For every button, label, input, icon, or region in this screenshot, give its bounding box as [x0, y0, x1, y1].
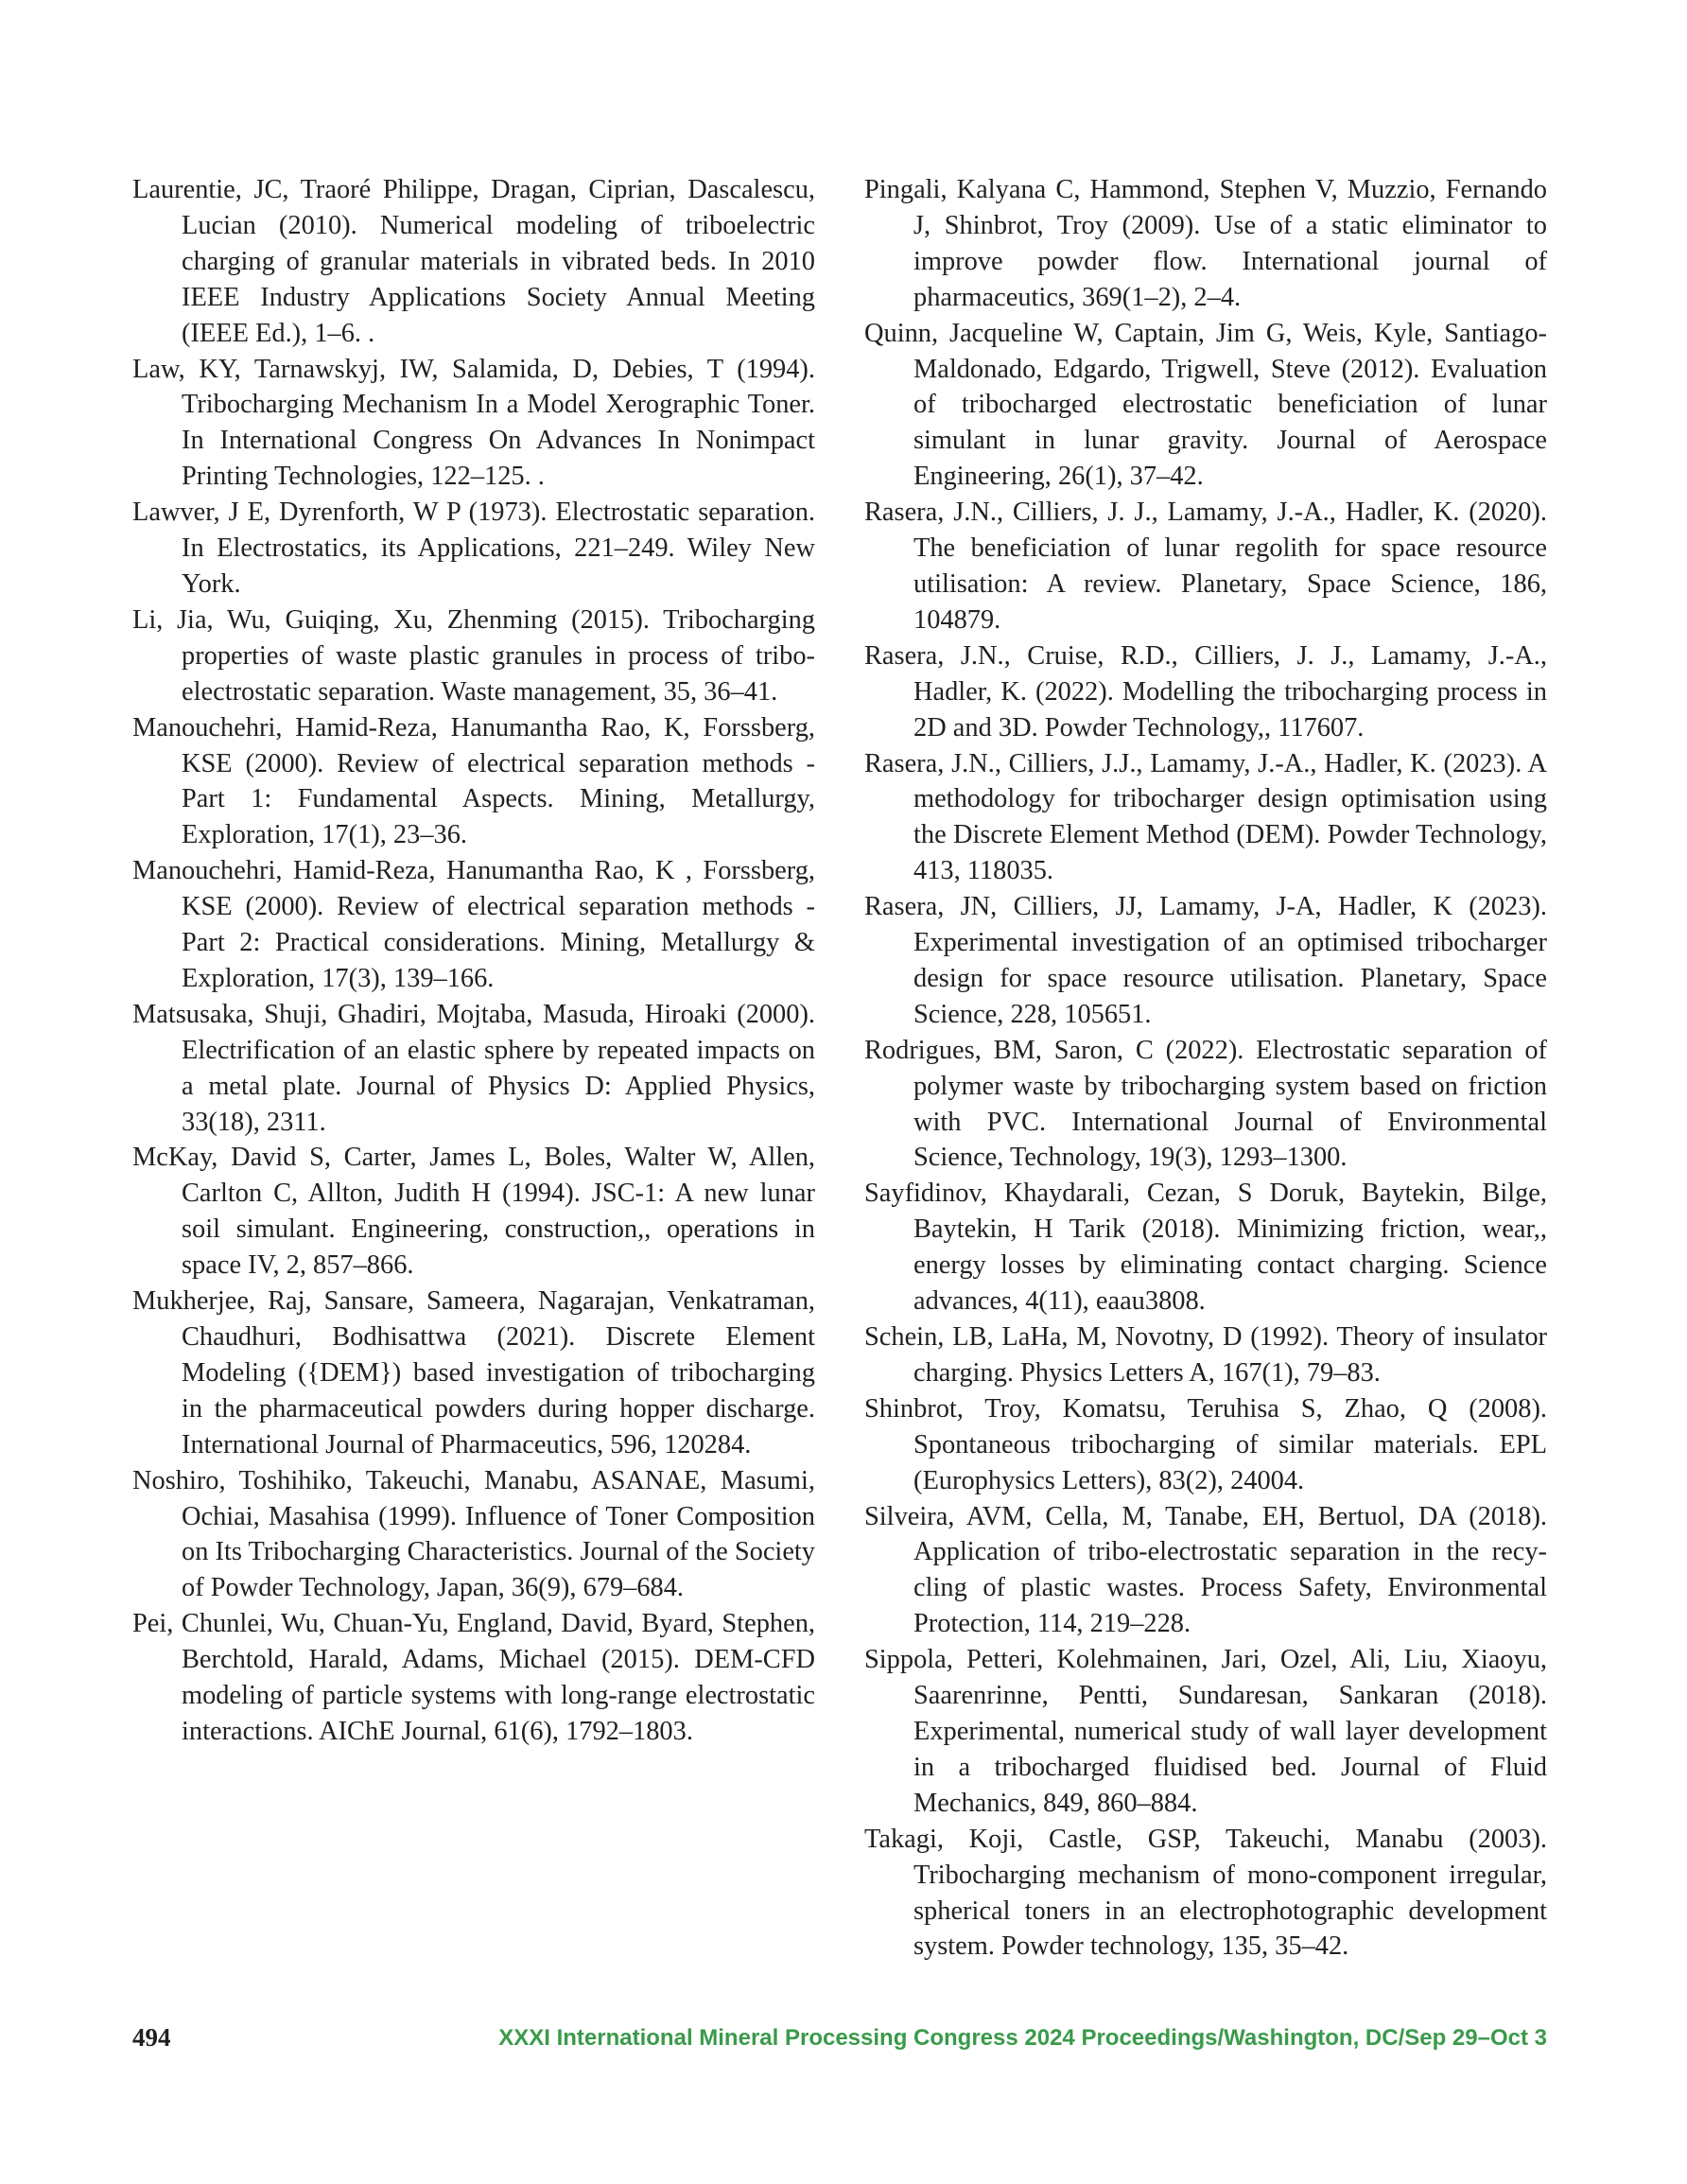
reference-entry: Rasera, JN, Cilliers, JJ, Lamamy, J-A, Hadler, K (2023). Experimental investigation of an optimised tribocharger design for space resource utilisation. Planetary, Space Science, 228, 105651.: [864, 892, 1547, 1029]
reference-entry: Quinn, Jacqueline W, Captain, Jim G, Weis, Kyle, Santiago-Maldonado, Edgardo, Trigwell, Steve (2012). Evaluation of tribocharged electrostatic beneficiation of lunar simulant in lunar gravity. Journal of Aerospace Engineering, 26(1), 37–42.: [864, 318, 1547, 492]
reference-entry: Laurentie, JC, Traoré Philippe, Dragan, Ciprian, Dascalescu, Lucian (2010). Numerical modeling of triboelectric charging of granular materials in vibrated beds. In 2010 IEEE Industry Applications Society Annual Meeting (IEEE Ed.), 1–6. .: [132, 175, 815, 348]
reference-entry: Matsusaka, Shuji, Ghadiri, Mojtaba, Masuda, Hiroaki (2000). Electrification of an elastic sphere by repeated impacts on a metal plate. Journal of Physics D: Applied Physics, 33(18), 2311.: [132, 999, 815, 1137]
references-left-column: [132, 172, 815, 1750]
reference-entry: Takagi, Koji, Castle, GSP, Takeuchi, Manabu (2003). Tribocharging mechanism of mono-component irregular, spherical toners in an electrophotographic development system. Powder technology, 135, 35–42.: [864, 1824, 1547, 1962]
reference-entry: Rasera, J.N., Cilliers, J.J., Lamamy, J.-A., Hadler, K. (2023). A methodology for tribocharger design optimisation using the Discrete Element Method (DEM). Powder Technology, 413, 118035.: [864, 748, 1547, 886]
reference-entry: Manouchehri, Hamid-Reza, Hanumantha Rao, K, Forssberg, KSE (2000). Review of electrical separation methods - Part 1: Fundamental Aspects. Mining, Metallurgy, Exploration, 17(1), 23–36.: [132, 712, 815, 850]
references-right-column: [864, 172, 1547, 1965]
reference-entry: Pingali, Kalyana C, Hammond, Stephen V, Muzzio, Fernando J, Shinbrot, Troy (2009). Use of a static eliminator to improve powder flow. International journal of pharmaceutics, 369(1–2), 2–4.: [864, 175, 1547, 312]
reference-entry: McKay, David S, Carter, James L, Boles, Walter W, Allen, Carlton C, Allton, Judith H (1994). JSC-1: A new lunar soil simulant. Engineering, construction,, operations in space IV, 2, 857–866.: [132, 1143, 815, 1281]
reference-entry: Rasera, J.N., Cilliers, J. J., Lamamy, J.-A., Hadler, K. (2020). The beneficiation of lunar regolith for space resource utilisation: A review. Planetary, Space Science, 186, 104879.: [864, 498, 1547, 635]
reference-entry: Lawver, J E, Dyrenforth, W P (1973). Electrostatic separation. In Electrostatics, its Applications, 221–249. Wiley New York.: [132, 498, 815, 599]
reference-entry: Rasera, J.N., Cruise, R.D., Cilliers, J. J., Lamamy, J.-A., Hadler, K. (2022). Modelling the tribocharging process in 2D and 3D. Powder Technology,, 117607.: [864, 640, 1547, 743]
reference-entry: Silveira, AVM, Cella, M, Tanabe, EH, Bertuol, DA (2018). Application of tribo-electrostatic separation in the recycling of plastic wastes. Process Safety, Environmental Protection, 114, 219–228.: [864, 1501, 1547, 1639]
reference-entry: Pei, Chunlei, Wu, Chuan-Yu, England, David, Byard, Stephen, Berchtold, Harald, Adams, Michael (2015). DEM-CFD modeling of particle systems with long-range electrostatic interactions. AIChE Journal, 61(6), 1792–1803.: [132, 1609, 815, 1746]
reference-entry: Schein, LB, LaHa, M, Novotny, D (1992). Theory of insulator charging. Physics Letters A, 167(1), 79–83.: [864, 1322, 1547, 1388]
reference-entry: Mukherjee, Raj, Sansare, Sameera, Nagarajan, Venkatraman, Chaudhuri, Bodhisattwa (2021). Discrete Element Modeling ({DEM}) based investigation of tribocharging in the pharmaceutical powders during hopper discharge. International Journal of Pharmaceutics, 596, 120284.: [132, 1286, 815, 1459]
reference-entry: Li, Jia, Wu, Guiqing, Xu, Zhenming (2015). Tribocharging properties of waste plastic granules in process of tribo-electrostatic separation. Waste management, 35, 36–41.: [132, 604, 815, 707]
reference-entry: Sippola, Petteri, Kolehmainen, Jari, Ozel, Ali, Liu, Xiaoyu, Saarenrinne, Pentti, Sundaresan, Sankaran (2018). Experimental, numerical study of wall layer development in a tribocharged fluidised bed. Journal of Fluid Mechanics, 849, 860–884.: [864, 1645, 1547, 1818]
reference-entry: Noshiro, Toshihiko, Takeuchi, Manabu, ASANAE, Masumi, Ochiai, Masahisa (1999). Influence of Toner Composition on Its Tribocharging Characteristics. Journal of the Society of Powder Technology, Japan, 36(9), 679–684.: [132, 1465, 815, 1603]
reference-entry: Manouchehri, Hamid-Reza, Hanumantha Rao, K , Forssberg, KSE (2000). Review of electrical separation methods - Part 2: Practical considerations. Mining, Metallurgy & Exploration, 17(3), 139–166.: [132, 856, 815, 993]
reference-entry: Shinbrot, Troy, Komatsu, Teruhisa S, Zhao, Q (2008). Spontaneous tribocharging of similar materials. EPL (Europhysics Letters), 83(2), 24004.: [864, 1393, 1547, 1495]
running-title: XXXI International Mineral Processing Congress 2024 Proceedings/Washington, DC/Sep 29–Oct 3: [498, 2025, 1547, 2051]
page-footer: [132, 2023, 1547, 2061]
page-number: 494: [132, 2023, 171, 2052]
reference-entry: Sayfidinov, Khaydarali, Cezan, S Doruk, Baytekin, Bilge, Baytekin, H Tarik (2018). Minimizing friction, wear,, energy losses by eliminating contact charging. Science advances, 4(11), eaau3808.: [864, 1179, 1547, 1317]
reference-entry: Rodrigues, BM, Saron, C (2022). Electrostatic separation of polymer waste by tribocharging system based on friction with PVC. International Journal of Environmental Science, Technology, 19(3), 1293–1300.: [864, 1035, 1547, 1173]
reference-entry: Law, KY, Tarnawskyj, IW, Salamida, D, Debies, T (1994). Tribocharging Mechanism In a Model Xerographic Toner. In International Congress On Advances In Nonimpact Printing Technologies, 122–125. .: [132, 354, 815, 492]
